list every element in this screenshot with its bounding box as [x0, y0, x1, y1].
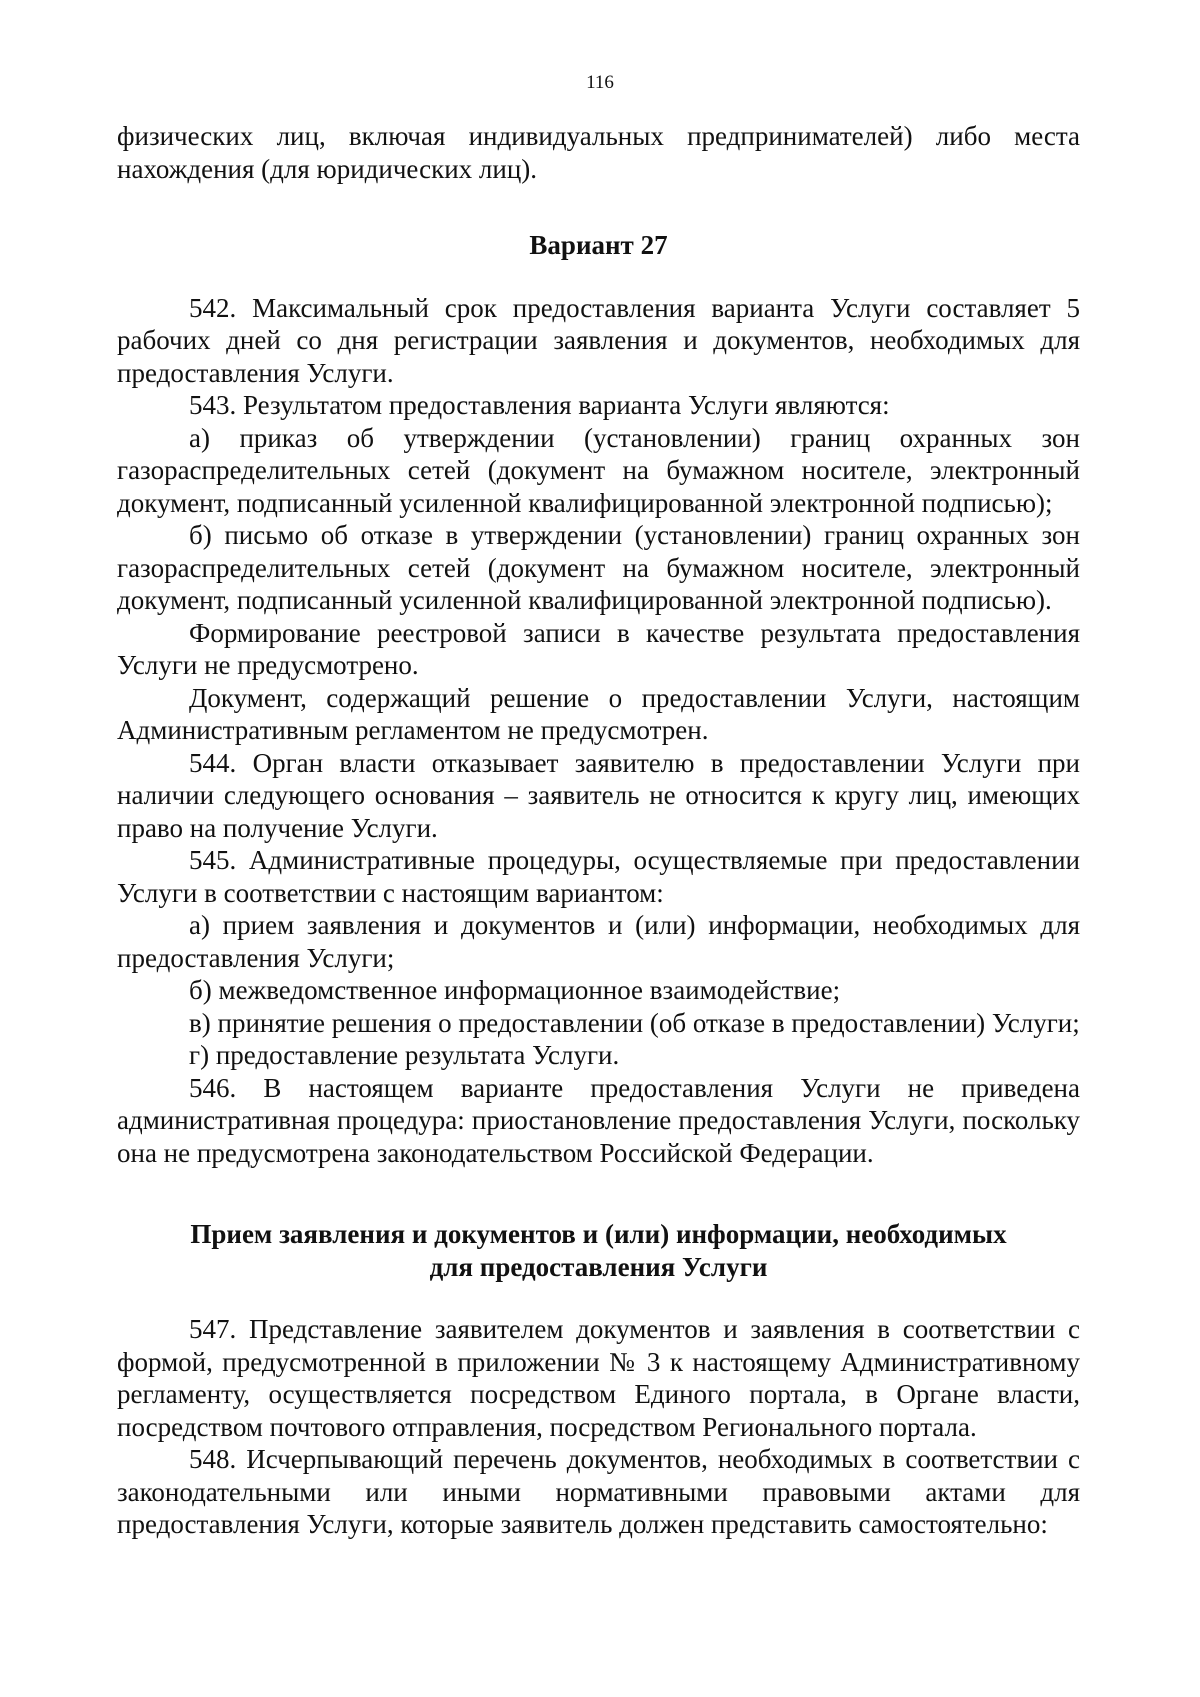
paragraph-548: 548. Исчерпывающий перечень документов, необходимых в соответствии с законодательными или иными нормативными правовыми актами для предоставления Услуги, которые заявитель должен представить самостоятельно: — [117, 1444, 1080, 1539]
section-heading: Прием заявления и документов и (или) информации, необходимых для предоставления Услуги — [190, 1219, 1007, 1282]
paragraph-542: 542. Максимальный срок предоставления варианта Услуги составляет 5 рабочих дней со дня регистрации заявления и документов, необходимых для предоставления Услуги. — [117, 292, 1080, 388]
list-item-543-b: б) письмо об отказе в утверждении (установлении) границ охранных зон газораспределительных сетей (документ на бумажном носителе, электронный документ, подписанный усиленной квалифицированной электронной подписью). — [117, 520, 1080, 615]
intro-paragraph: физических лиц, включая индивидуальных предпринимателей) либо места нахождения (для юридических лиц). — [117, 121, 1080, 184]
paragraph-registry-note: Формирование реестровой записи в качестве результата предоставления Услуги не предусмотрено. — [117, 617, 1080, 680]
variant-heading: Вариант 27 — [529, 230, 668, 260]
page-content — [117, 120, 1080, 1541]
list-item-545-d: г) предоставление результата Услуги. — [189, 1040, 620, 1070]
paragraph-543: 543. Результатом предоставления варианта Услуги являются: — [189, 390, 890, 420]
list-item-545-c: в) принятие решения о предоставлении (об отказе в предоставлении) Услуги; — [189, 1007, 1080, 1038]
list-item-545-b: б) межведомственное информационное взаимодействие; — [189, 975, 841, 1005]
list-item-545-a: а) прием заявления и документов и (или) информации, необходимых для предоставления Услуги; — [117, 910, 1080, 973]
page-number: 116 — [586, 72, 614, 93]
paragraph-545: 545. Административные процедуры, осуществляемые при предоставлении Услуги в соответствии с настоящим вариантом: — [117, 845, 1080, 908]
paragraph-547: 547. Представление заявителем документов и заявления в соответствии с формой, предусмотренной в приложении № 3 к настоящему Административному регламенту, осуществляется посредством Единого портала, в Органе власти, посредством почтового отправления, посредством Регионального портала. — [117, 1314, 1080, 1442]
list-item-543-a: а) приказ об утверждении (установлении) границ охранных зон газораспределительных сетей (документ на бумажном носителе, электронный документ, подписанный усиленной квалифицированной электронной подписью); — [117, 422, 1080, 518]
paragraph-546: 546. В настоящем варианте предоставления Услуги не приведена административная процедура: приостановление предоставления Услуги, поскольку она не предусмотрена законодательством Российской Федерации. — [117, 1072, 1080, 1168]
paragraph-544: 544. Орган власти отказывает заявителю в предоставлении Услуги при наличии следующего основания – заявитель не относится к кругу лиц, имеющих право на получение Услуги. — [117, 747, 1080, 843]
paragraph-document-note: Документ, содержащий решение о предоставлении Услуги, настоящим Административным регламентом не предусмотрен. — [117, 682, 1080, 745]
